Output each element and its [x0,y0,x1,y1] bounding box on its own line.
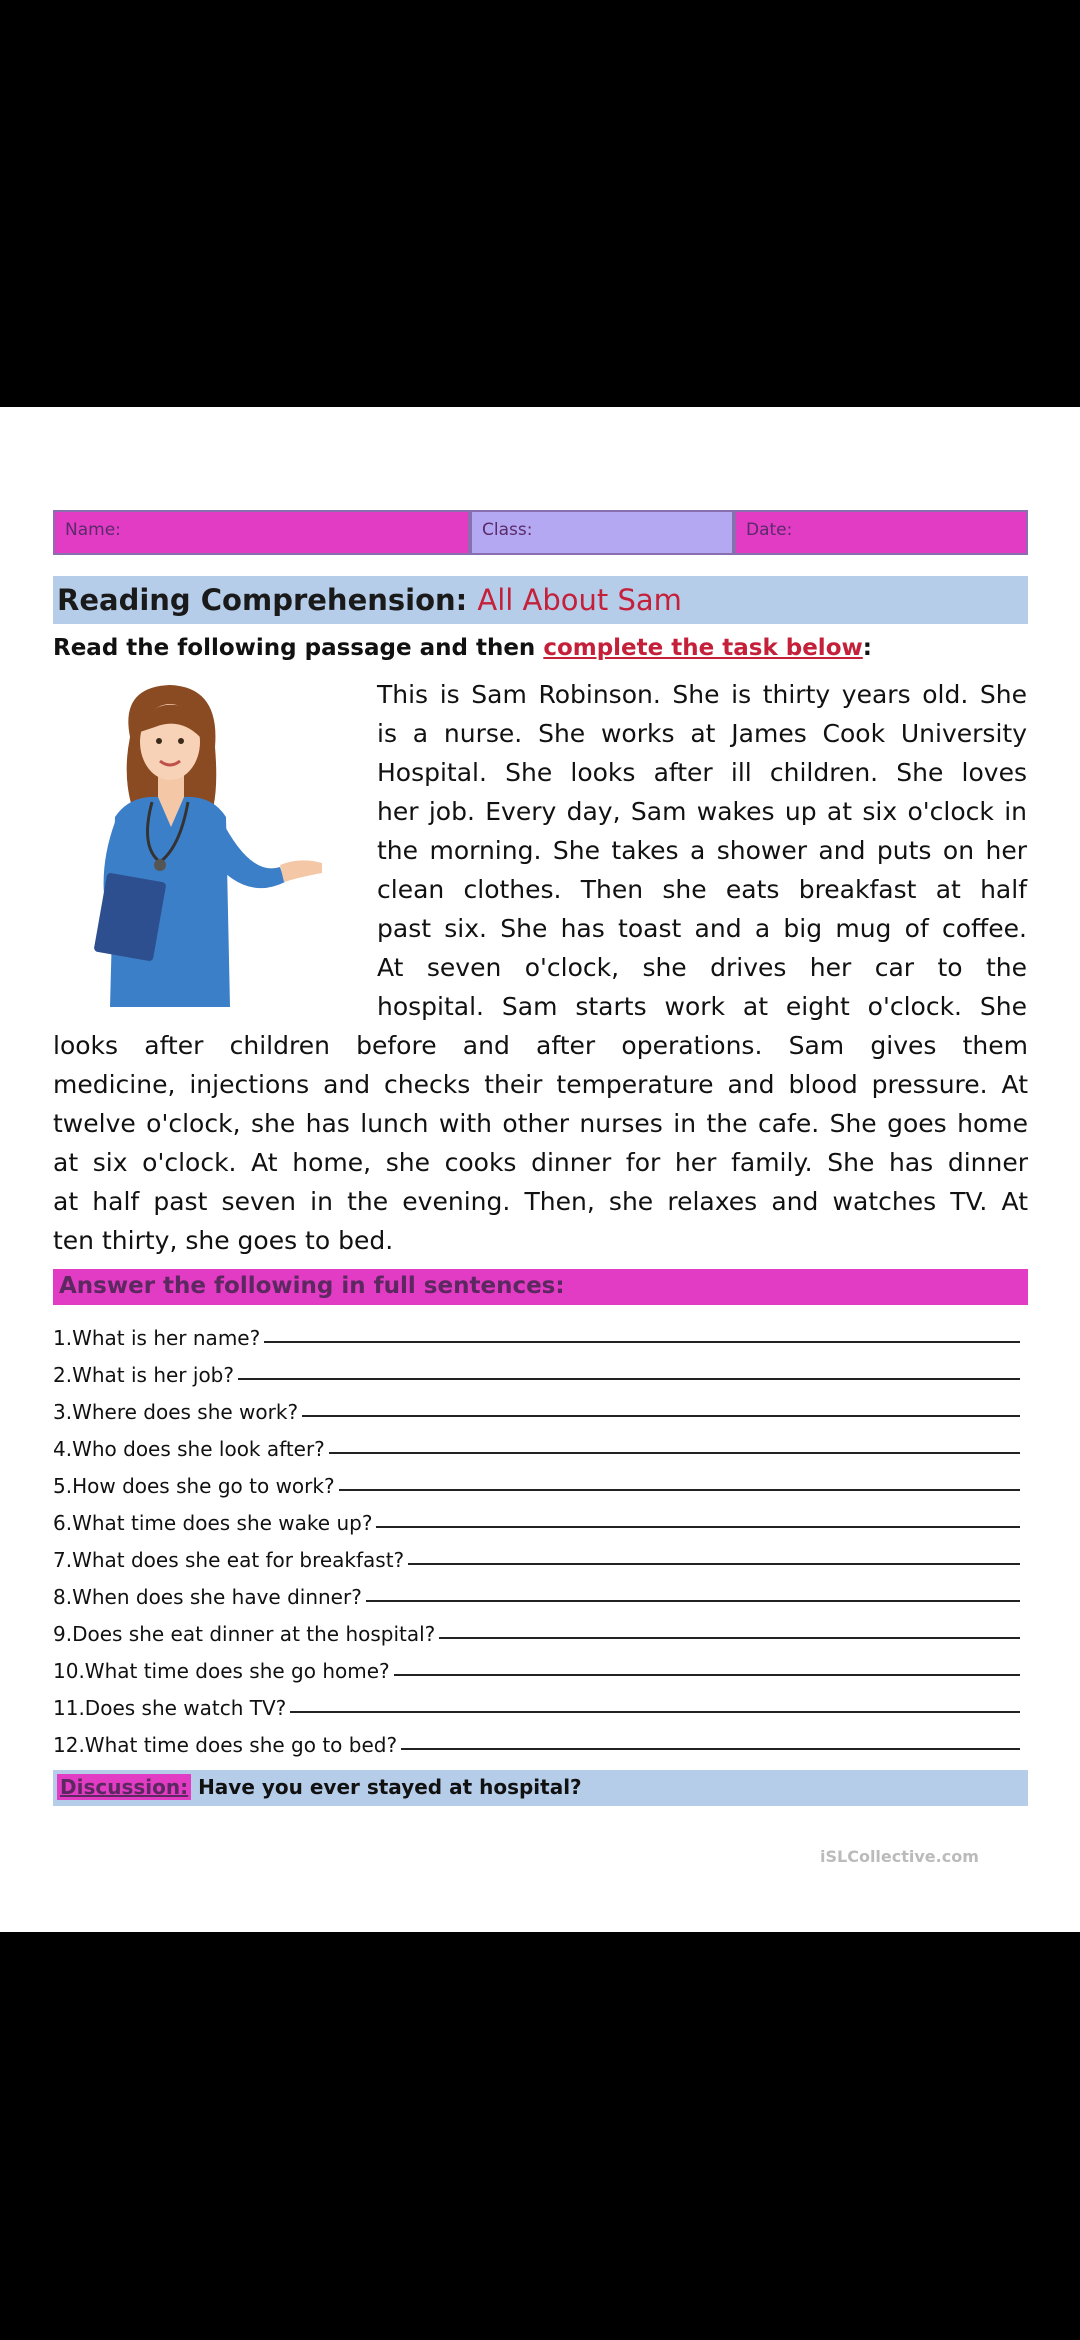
question-list [53,1313,1028,1757]
date-field: Date: [734,510,1028,555]
answer-line [290,1711,1020,1713]
name-field: Name: [53,510,470,555]
passage-line: This is Sam Robinson. She is thirty years old. She [377,680,1027,709]
passage-top [377,675,1027,1026]
passage-line: her job. Every day, Sam wakes up at six o'clock in [377,797,1027,826]
passage-line: is a nurse. She works at James Cook University [377,719,1027,748]
question-row [53,1350,1028,1387]
question-row [53,1424,1028,1461]
question-text: 1.What is her name? [53,1326,261,1350]
answer-line [264,1341,1020,1343]
question-text: 7.What does she eat for breakfast? [53,1548,405,1572]
passage-line: ten thirty, she goes to bed. [53,1226,394,1255]
question-text: 3.Where does she work? [53,1400,299,1424]
question-row [53,1683,1028,1720]
discussion-label: Discussion: [57,1774,191,1800]
passage-bottom [53,1026,1028,1260]
question-text: 10.What time does she go home? [53,1659,390,1683]
passage-line: hospital. Sam starts work at eight o'clock. She [377,992,1027,1021]
worksheet [0,407,1080,1932]
question-text: 2.What is her job? [53,1363,234,1387]
class-field: Class: [470,510,734,555]
answer-line [302,1415,1020,1417]
answer-line [339,1489,1020,1491]
passage-line: Hospital. She looks after ill children. She loves [377,758,1027,787]
answer-line [238,1378,1020,1380]
question-row [53,1609,1028,1646]
title-bar [53,576,1028,624]
question-row [53,1498,1028,1535]
question-row [53,1646,1028,1683]
question-row [53,1535,1028,1572]
instruction-text: Read the following passage and then [53,635,544,661]
answer-line [366,1600,1020,1602]
discussion-text: Have you ever stayed at hospital? [191,1775,582,1799]
passage-line: at six o'clock. At home, she cooks dinner for her family. She has dinner [53,1148,1028,1177]
answer-line [394,1674,1020,1676]
passage-line: At seven o'clock, she drives her car to the [377,953,1027,982]
passage-line: the morning. She takes a shower and puts on her [377,836,1027,865]
answer-line [408,1563,1020,1565]
title-label: Reading Comprehension: [57,583,468,617]
discussion-bar [53,1770,1028,1806]
question-row [53,1387,1028,1424]
question-text: 6.What time does she wake up? [53,1511,373,1535]
question-row [53,1461,1028,1498]
instruction [53,635,872,661]
answer-heading: Answer the following in full sentences: [53,1269,1028,1305]
question-text: 11.Does she watch TV? [53,1696,287,1720]
question-text: 4.Who does she look after? [53,1437,325,1461]
instruction-underlined: complete the task below [543,635,863,661]
watermark: iSLCollective.com [820,1847,979,1866]
answer-line [376,1526,1020,1528]
nurse-illustration [60,677,360,1007]
answer-line [329,1452,1020,1454]
answer-line [439,1637,1020,1639]
question-text: 12.What time does she go to bed? [53,1733,398,1757]
passage-line: at half past seven in the evening. Then, she relaxes and watches TV. At [53,1187,1028,1216]
question-text: 8.When does she have dinner? [53,1585,362,1609]
answer-line [401,1748,1020,1750]
question-text: 9.Does she eat dinner at the hospital? [53,1622,436,1646]
question-text: 5.How does she go to work? [53,1474,335,1498]
question-row [53,1720,1028,1757]
header-bar [53,510,1028,555]
question-row [53,1313,1028,1350]
instruction-colon: : [862,635,872,661]
passage-line: past six. She has toast and a big mug of coffee. [377,914,1027,943]
passage-line: looks after children before and after operations. Sam gives them [53,1031,1028,1060]
question-row [53,1572,1028,1609]
passage-line: twelve o'clock, she has lunch with other nurses in the cafe. She goes home [53,1109,1028,1138]
passage-line: clean clothes. Then she eats breakfast at half [377,875,1027,904]
title-topic: All About Sam [477,583,682,617]
passage-line: medicine, injections and checks their temperature and blood pressure. At [53,1070,1028,1099]
